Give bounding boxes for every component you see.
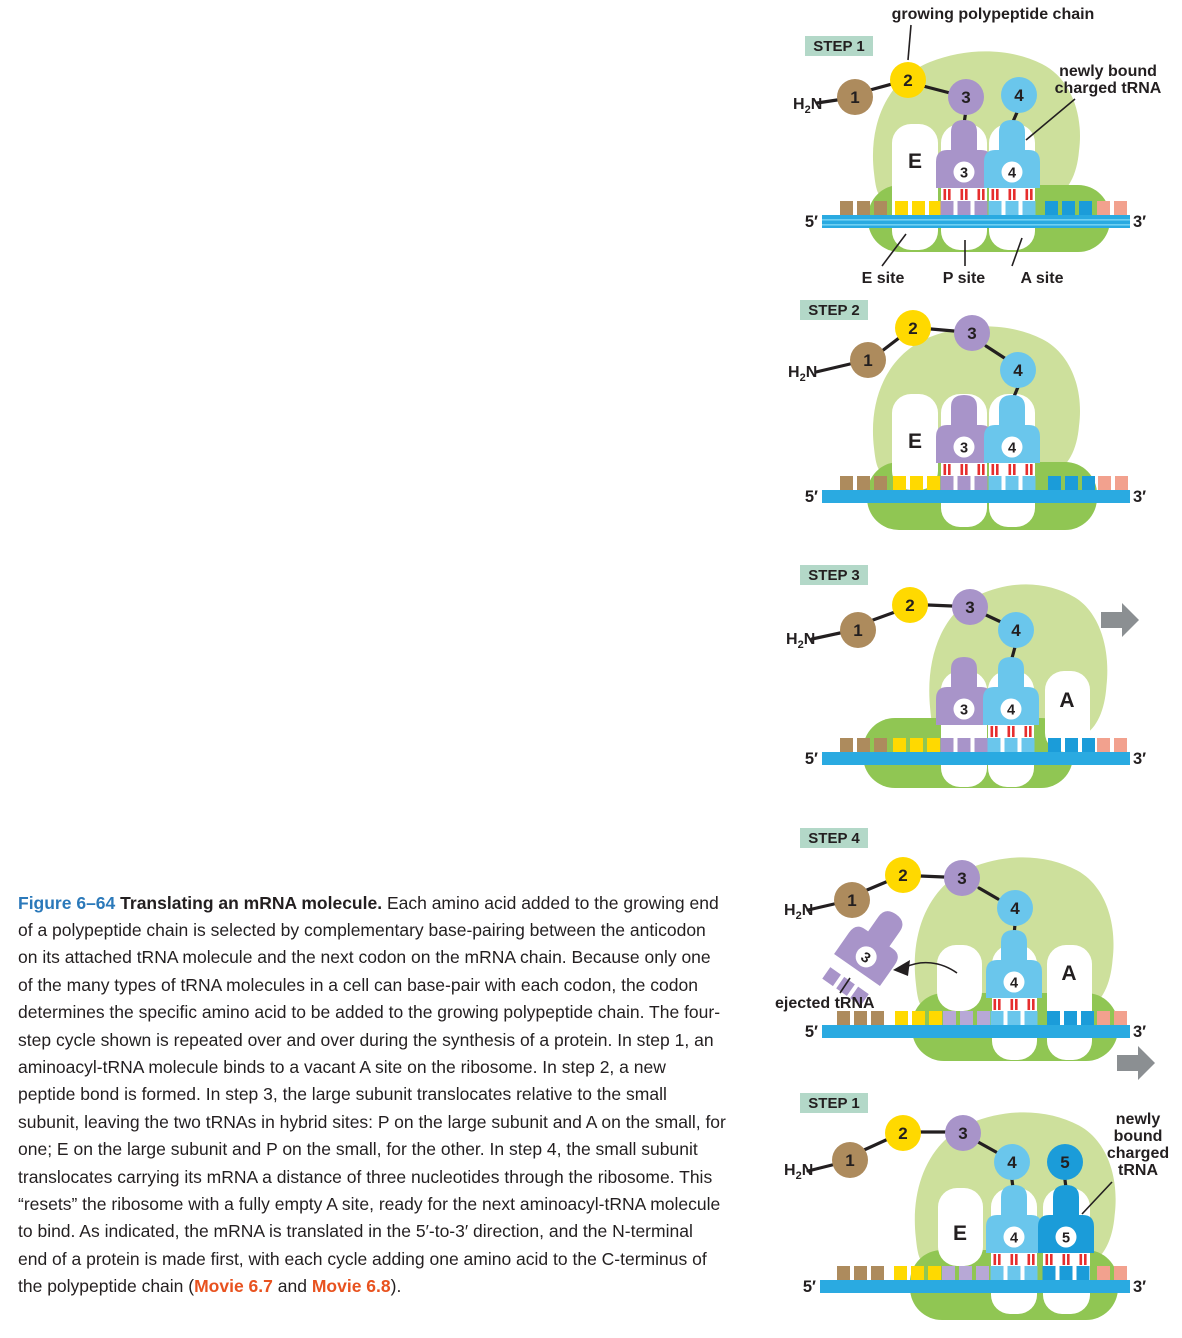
e-site-letter: E [952, 1222, 968, 1245]
bond [816, 364, 850, 372]
growing-chain-label: growing polypeptide chain [891, 6, 1095, 23]
peptide-bond [864, 1140, 886, 1150]
figure-title: Translating an mRNA molecule. [120, 892, 383, 913]
newly-bound-label: tRNA [1118, 1162, 1158, 1179]
e-site-label: E site [861, 270, 905, 287]
svg-text:1: 1 [847, 891, 857, 910]
step-1-repeat-diagram [760, 1090, 1182, 1338]
amino-acid-2 [885, 857, 921, 893]
svg-text:5: 5 [1061, 1230, 1071, 1247]
svg-text:3: 3 [857, 949, 874, 967]
amino-acid-3 [952, 589, 988, 625]
h2n-label: $H_2N$ [788, 364, 818, 384]
svg-text:4: 4 [1007, 1153, 1017, 1172]
svg-text:3: 3 [959, 702, 969, 719]
amino-acid-4 [1000, 352, 1036, 388]
svg-text:3: 3 [957, 869, 967, 888]
svg-text:1: 1 [853, 621, 863, 640]
amino-acid-4 [994, 1144, 1030, 1180]
amino-acid-1 [840, 612, 876, 648]
mrna [822, 490, 1130, 503]
e-site-slot [892, 124, 938, 250]
svg-text:1: 1 [850, 88, 860, 107]
amino-acid-1 [850, 342, 886, 378]
three-prime-label: 3′ [1133, 750, 1147, 768]
peptide-bond [870, 84, 892, 90]
svg-text:4: 4 [1007, 165, 1017, 182]
svg-text:3: 3 [961, 88, 971, 107]
e-site-letter: E [907, 430, 923, 453]
h2n-label: $H_2N$ [784, 1162, 814, 1182]
svg-text:3: 3 [965, 598, 975, 617]
bond [812, 633, 840, 639]
h2n-label: $H_2N$ [784, 902, 814, 922]
amino-acid-3 [954, 315, 990, 351]
svg-text:2: 2 [903, 71, 913, 90]
amino-acid-3 [948, 79, 984, 115]
ejected-trna-label: ejected tRNA [775, 995, 875, 1012]
amino-acid-2 [895, 310, 931, 346]
step-tag-label: STEP 2 [808, 302, 860, 319]
svg-text:2: 2 [898, 866, 908, 885]
newly-bound-label: bound [1113, 1128, 1163, 1145]
mrna [820, 1280, 1130, 1293]
newly-bound-label: charged [1106, 1145, 1170, 1162]
svg-text:2: 2 [908, 319, 918, 338]
step-tag-label: STEP 1 [808, 1095, 860, 1112]
svg-text:3: 3 [959, 440, 969, 457]
caption-and: and [272, 1276, 312, 1297]
newly-bound-label: newly bound [1059, 63, 1157, 80]
step-3-diagram [760, 555, 1182, 820]
svg-text:4: 4 [1009, 1230, 1019, 1247]
mrna-codons [837, 1011, 1127, 1025]
amino-acid-4 [998, 612, 1034, 648]
step-tag-label: STEP 3 [808, 567, 860, 584]
h2n-label: $H_2N$ [793, 96, 823, 116]
amino-acid-2 [890, 62, 926, 98]
caption-body: Each amino acid added to the growing end of a polypeptide chain is selected by complementary base-pairing between the anticodon on its attached tRNA molecule and the next codon on the mRNA chain. Because only one of the many types of tRNA molecules in a cell can base-pair with each codon, the codon determines the specific amino acid to be added to the growing polypeptide chain. The four-step cycle shown is repeated over and over during the synthesis of a protein. In step 1, an aminoacyl-tRNA molecule binds to a vacant A site on the ribosome. In step 2, a new peptide bond is formed. In step 3, the large subunit translocates relative to the small subunit, leaving the two tRNAs in hybrid sites: P on the large subunit and A on the small, for one; E on the large subunit and P on the small, for the other. In step 4, the small subunit translocates carrying its mRNA a distance of three nucleotides through the ribosome. This “resets” the ribosome with a fully empty A site, ready for the next aminoacyl-tRNA molecule to bind. As indicated, the mRNA is translated in the 5′-to-3′ direction, and the N-terminal end of a protein is made first, with each cycle adding one amino acid to the C-terminus of the polypeptide chain ( [18, 892, 726, 1297]
movie-link-2: Movie 6.8 [311, 1276, 391, 1297]
mrna [822, 215, 1130, 228]
pointer-line [908, 25, 911, 60]
svg-text:1: 1 [845, 1151, 855, 1170]
translocation-arrow [1101, 603, 1139, 637]
ejected-trna [819, 898, 919, 1008]
amino-acid-2 [892, 587, 928, 623]
svg-text:3: 3 [958, 1124, 968, 1143]
newly-bound-label: newly [1115, 1111, 1161, 1128]
svg-text:4: 4 [1011, 621, 1021, 640]
amino-acid-4 [1001, 77, 1037, 113]
movie-link-1: Movie 6.7 [194, 1276, 273, 1297]
svg-text:4: 4 [1010, 899, 1020, 918]
peptide-bond [928, 605, 952, 606]
amino-acid-4 [997, 890, 1033, 926]
a-site-label: A site [1020, 270, 1064, 287]
svg-text:4: 4 [1013, 361, 1023, 380]
five-prime-label: 5′ [804, 488, 818, 506]
svg-text:3: 3 [959, 165, 969, 182]
peptide-bond [920, 876, 944, 877]
five-prime-label: 5′ [802, 1278, 816, 1296]
figure-caption [18, 890, 726, 1301]
svg-text:5: 5 [1060, 1153, 1070, 1172]
five-prime-label: 5′ [804, 750, 818, 768]
five-prime-label: 5′ [804, 1023, 818, 1041]
five-prime-label: 5′ [804, 213, 818, 231]
three-prime-label: 3′ [1133, 213, 1147, 231]
a-site-letter: A [1059, 689, 1075, 712]
svg-text:2: 2 [898, 1124, 908, 1143]
e-site-slot [937, 945, 982, 1011]
amino-acid-1 [834, 882, 870, 918]
svg-text:2: 2 [905, 596, 915, 615]
amino-acid-3 [945, 1115, 981, 1151]
amino-acid-5 [1047, 1144, 1083, 1180]
svg-text:4: 4 [1009, 975, 1019, 992]
figure-number: Figure 6–64 [18, 892, 116, 913]
amino-acid-1 [832, 1142, 868, 1178]
p-site-label: P site [942, 270, 986, 287]
peptide-bond [931, 329, 954, 331]
step-1-diagram [760, 0, 1182, 290]
translocation-arrow [1117, 1046, 1155, 1080]
amino-acid-1 [837, 79, 873, 115]
mrna [822, 752, 1130, 765]
newly-bound-label: charged tRNA [1054, 80, 1162, 97]
svg-text:4: 4 [1007, 440, 1017, 457]
e-site-letter: E [907, 150, 923, 173]
peptide-bond [882, 338, 899, 351]
mrna-stripe [822, 219, 1130, 221]
peptide-bond [873, 612, 895, 620]
peptide-bond [867, 882, 886, 890]
step-tag-label: STEP 4 [808, 830, 860, 847]
mrna [822, 1025, 1130, 1038]
three-prime-label: 3′ [1133, 1278, 1147, 1296]
svg-text:1: 1 [863, 351, 873, 370]
a-site-letter: A [1061, 962, 1077, 985]
caption-close: ). [390, 1276, 402, 1297]
mrna-stripe [822, 224, 1130, 226]
svg-text:3: 3 [967, 324, 977, 343]
step-4-diagram [760, 820, 1182, 1092]
svg-text:4: 4 [1014, 86, 1024, 105]
step-tag-label: STEP 1 [813, 38, 865, 55]
three-prime-label: 3′ [1133, 488, 1147, 506]
h2n-label: $H_2N$ [786, 631, 816, 651]
step-2-diagram [760, 290, 1182, 555]
three-prime-label: 3′ [1133, 1023, 1147, 1041]
amino-acid-3 [944, 860, 980, 896]
amino-acid-2 [885, 1115, 921, 1151]
svg-text:4: 4 [1006, 702, 1016, 719]
